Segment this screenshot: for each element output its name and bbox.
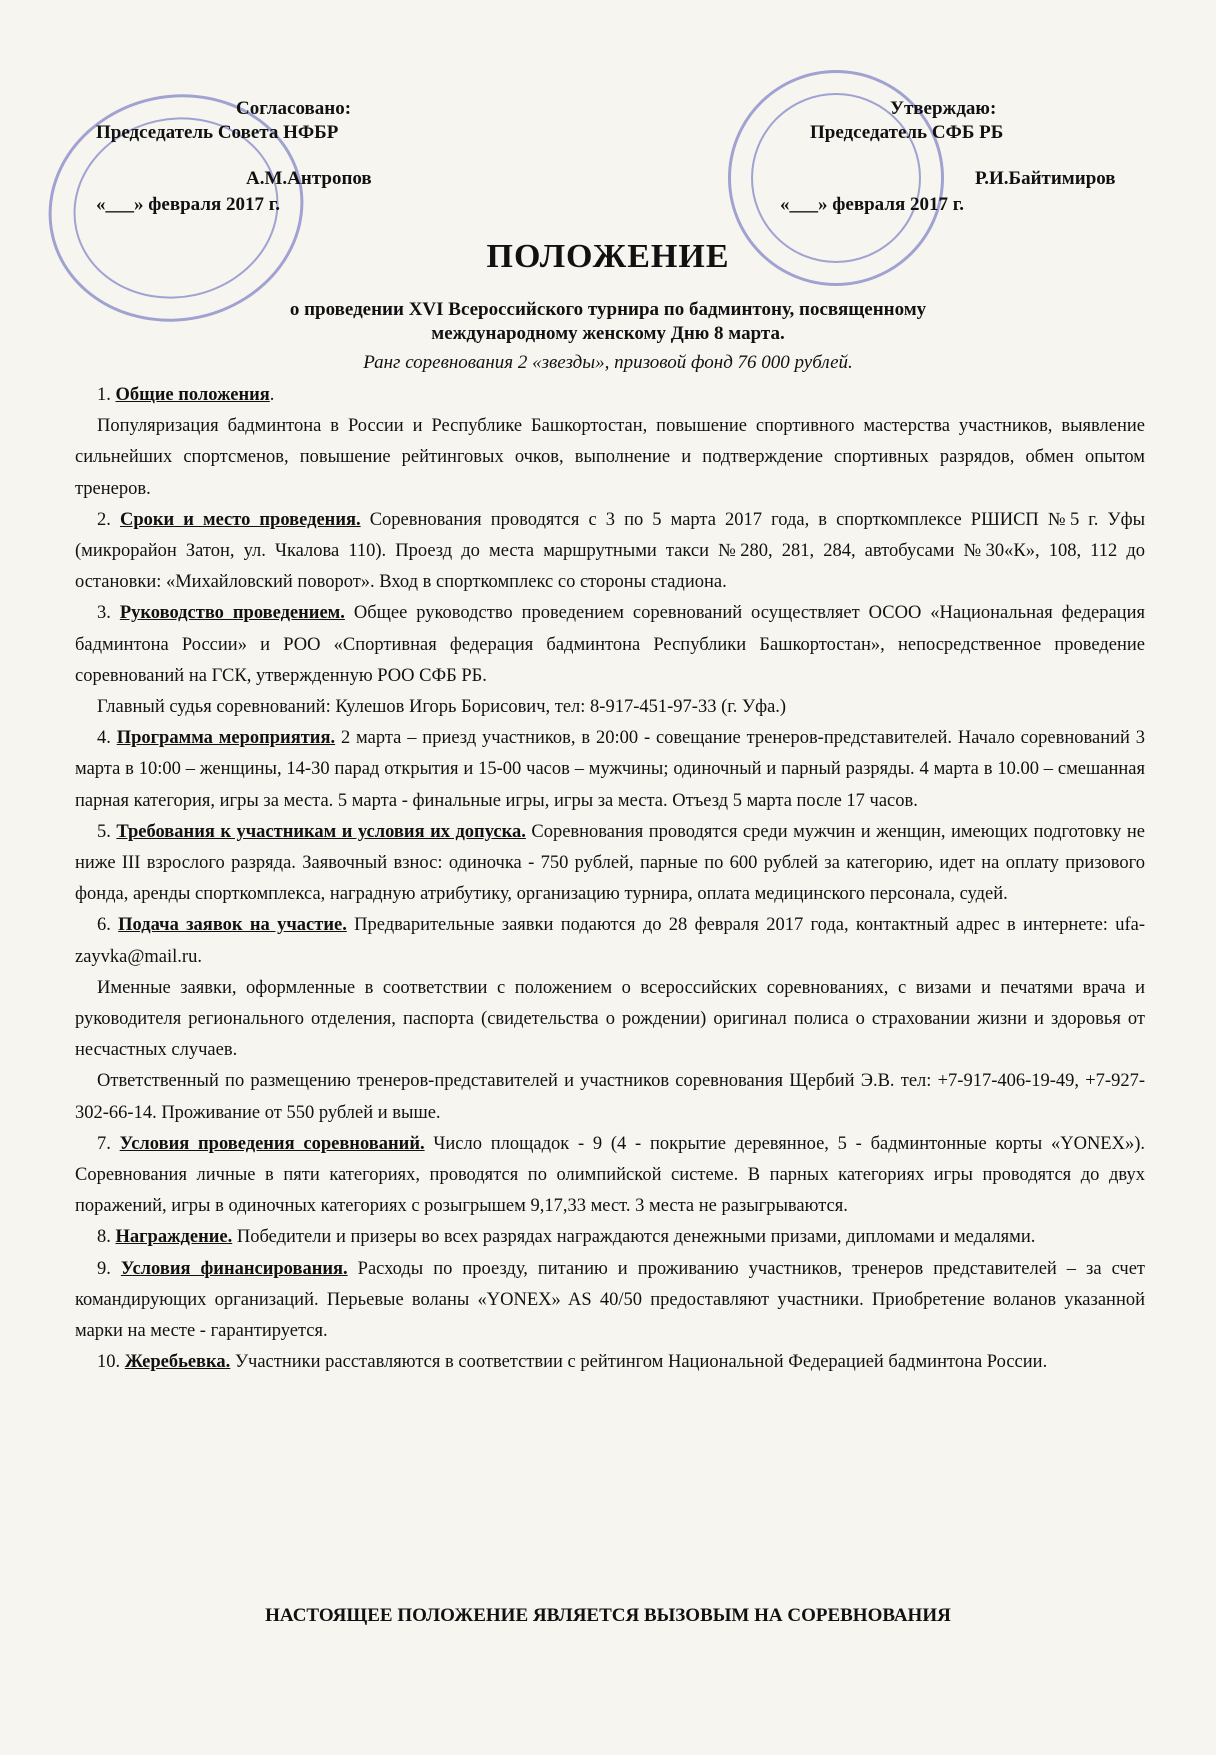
document-body: [75, 380, 1145, 1379]
final-note: НАСТОЯЩЕЕ ПОЛОЖЕНИЕ ЯВЛЯЕТСЯ ВЫЗОВЫМ НА СОРЕВНОВАНИЯ: [265, 1605, 951, 1626]
section-number: 7.: [97, 1133, 111, 1154]
approval-left-label: Согласовано:: [236, 98, 352, 119]
section-text: Победители и призеры во всех разрядах награждаются денежными призами, дипломами и медалями.: [232, 1227, 1036, 1248]
subtitle-line-2: международному женскому Дню 8 марта.: [431, 323, 785, 344]
section-paragraph: [75, 1347, 1145, 1378]
competition-rank: Ранг соревнования 2 «звезды», призовой фонд 76 000 рублей.: [363, 352, 853, 373]
section-heading: Программа мероприятия.: [116, 728, 336, 749]
section-number: 8.: [97, 1227, 111, 1248]
section-paragraph: [75, 1066, 1145, 1128]
section-paragraph: [75, 1254, 1145, 1348]
section-paragraph: [75, 723, 1145, 817]
section-number: 6.: [97, 915, 111, 936]
approval-right-signer: Р.И.Байтимиров: [975, 168, 1116, 189]
section-text: Число площадок - 9 (4 - покрытие деревянное, 5 - бадминтонные корты «YONEX»). Соревнования личные в пяти категориях, проводятся по олимпийской системе. В парных категориях игры проводятся до двух поражений, игры в одиночных категориях с розыгрышем 9,17,33 мест. 3 места не разыгрываются.: [75, 1133, 1146, 1217]
document-title: ПОЛОЖЕНИЕ: [486, 238, 730, 275]
section-heading: Условия проведения соревнований.: [119, 1133, 425, 1154]
section-text: Участники расставляются в соответствии с рейтингом Национальной Федерацией бадминтона России.: [230, 1352, 1048, 1373]
section-heading: Требования к участникам и условия их допуска.: [116, 821, 526, 842]
section-text: Предварительные заявки подаются до 28 февраля 2017 года, контактный адрес в интернете: ufa-zayvka@mail.ru.: [75, 915, 1146, 967]
section-text: 2 марта – приезд участников, в 20:00 - совещание тренеров-представителей. Начало соревнований 3 марта в 10:00 – женщины, 14-30 парад открытия и 15-00 часов – мужчины; одиночный и парный разряды. 4 марта в 10.00 – смешанная парная категория, игры за места. 5 марта - финальные игры, игры за места. Отъезд 5 марта после 17 часов.: [75, 728, 1145, 811]
section-heading: Жеребьевка.: [124, 1352, 231, 1373]
section-paragraph: [75, 692, 1145, 723]
section-text: Общее руководство проведением соревнований осуществляет ОСОО «Национальная федерация бадминтона России» и РОО «Спортивная федерация бадминтона Республики Башкортостан», непосредственное проведение соревнований на ГСК, утвержденную РОО СФБ РБ.: [75, 603, 1145, 686]
approval-left: [96, 97, 416, 217]
section-paragraph: [75, 505, 1145, 599]
section-text: Ответственный по размещению тренеров-представителей и участников соревнования Щербий Э.В. тел: +7-917-406-19-49, +7-927-302-66-14. Проживание от 550 рублей и выше.: [75, 1071, 1145, 1123]
section-heading: Условия финансирования.: [120, 1258, 348, 1279]
section-heading: Сроки и место проведения.: [119, 509, 361, 530]
section-heading: Подача заявок на участие.: [118, 915, 347, 936]
section-number: 9.: [97, 1258, 111, 1279]
section-number: 4.: [97, 728, 111, 749]
section-paragraph: [75, 411, 1145, 505]
section-text: Соревнования проводятся с 3 по 5 марта 2017 года, в спорткомплексе РШИСП №5 г. Уфы (микрорайон Затон, ул. Чкалова 110). Проезд до места маршрутными такси №280, 281, 284, автобусами №30«К», 108, 112 до остановки: «Михайловский поворот». Вход в спорткомплекс со стороны стадиона.: [75, 509, 1146, 593]
section-paragraph: [75, 1222, 1145, 1253]
section-paragraph: [75, 598, 1145, 692]
approval-left-date: «___» февраля 2017 г.: [96, 194, 280, 215]
approval-left-signer: А.М.Антропов: [246, 168, 372, 189]
approval-right-position: Председатель СФБ РБ: [810, 122, 1004, 143]
section-text: Соревнования проводятся среди мужчин и женщин, имеющих подготовку не ниже III взрослого разряда. Заявочный взнос: одиночка - 750 рублей, парные по 600 рублей за категорию, идет на оплату призового фонда, аренды спорткомплекса, наградную атрибутику, организацию турнира, оплата медицинского персонала, судей.: [75, 821, 1146, 905]
section-number: 10.: [97, 1352, 121, 1373]
approval-right-date: «___» февраля 2017 г.: [780, 194, 964, 215]
section-heading: Руководство проведением.: [119, 603, 345, 624]
section-number: 3.: [97, 603, 111, 624]
section-paragraph: [75, 1129, 1145, 1223]
section-text: Именные заявки, оформленные в соответствии с положением о всероссийских соревнованиях, с визами и печатями врача и руководителя регионального отделения, паспорта (свидетельства о рождении) оригинал полиса о страховании жизни и здоровья от несчастных случаев.: [75, 977, 1145, 1061]
section-paragraph: [75, 380, 1145, 411]
document-subtitle: [0, 298, 1216, 346]
section-heading-punct: .: [269, 385, 275, 405]
approval-right: [780, 97, 1160, 217]
section-heading: Общие положения: [115, 385, 270, 405]
section-number: 2.: [97, 509, 111, 530]
section-heading: Награждение.: [115, 1227, 233, 1248]
approval-left-position: Председатель Совета НФБР: [96, 122, 339, 143]
section-text: Популяризация бадминтона в России и Республике Башкортостан, повышение спортивного мастерства участников, выявление сильнейших спортсменов, повышение рейтинговых очков, выполнение и подтверждение спортивных разрядов, обмен опытом тренеров.: [75, 416, 1145, 499]
section-paragraph: [75, 817, 1145, 911]
subtitle-line-1: о проведении XVI Всероссийского турнира по бадминтону, посвященному: [289, 299, 927, 320]
approval-right-label: Утверждаю:: [890, 98, 997, 119]
section-text: Расходы по проезду, питанию и проживанию участников, тренеров представителей – за счет командирующих организаций. Перьевые воланы «YONEX» AS 40/50 предоставляют участники. Приобретение воланов указанной марки на месте - гарантируется.: [75, 1258, 1146, 1342]
section-text: Главный судья соревнований: Кулешов Игорь Борисович, тел: 8-917-451-97-33 (г. Уфа.): [97, 697, 787, 718]
section-paragraph: [75, 910, 1145, 972]
section-number: 1.: [97, 385, 111, 405]
section-paragraph: [75, 973, 1145, 1067]
section-number: 5.: [97, 821, 111, 842]
